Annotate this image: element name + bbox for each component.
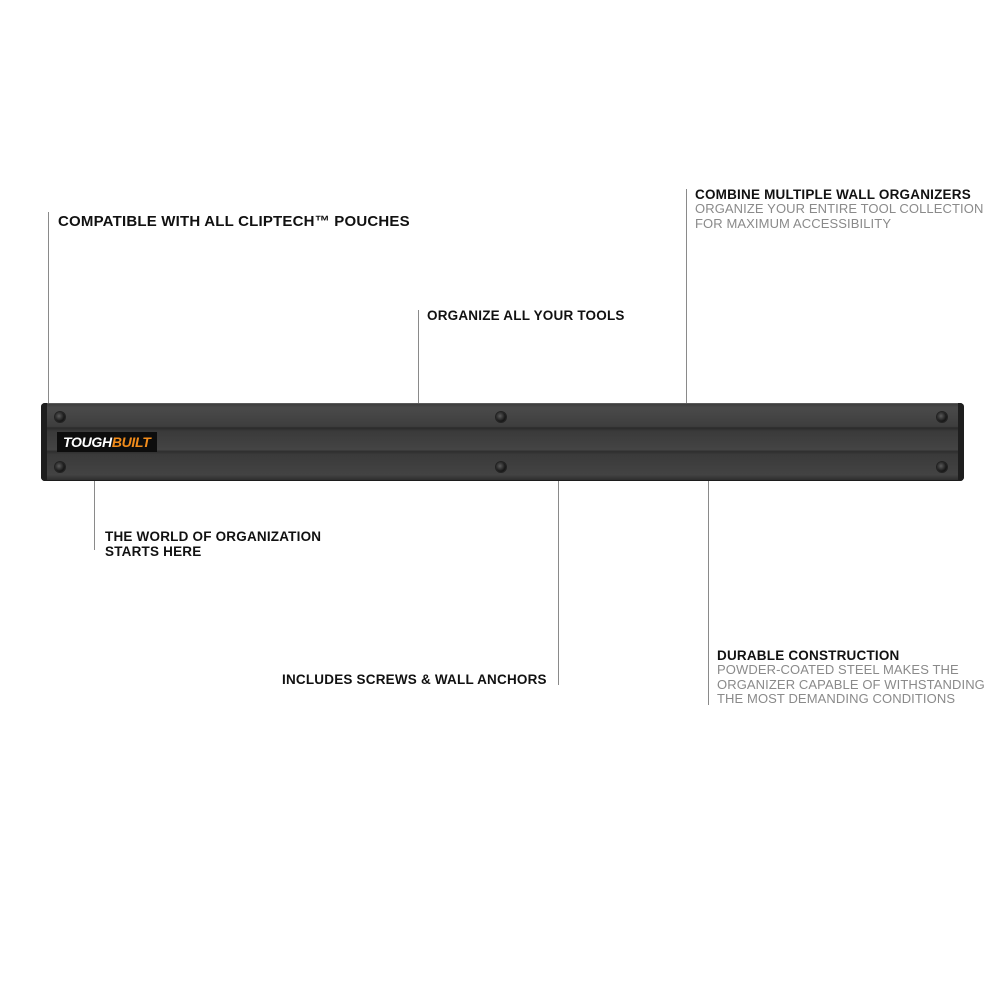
- leader-line-screws: [558, 481, 559, 685]
- callout-screws-title: INCLUDES SCREWS & WALL ANCHORS: [282, 672, 547, 687]
- callout-combine-desc-line-1: ORGANIZE YOUR ENTIRE TOOL COLLECTION: [695, 201, 984, 216]
- callout-world: [105, 529, 321, 559]
- callout-screws: [282, 672, 547, 687]
- callout-organize-tools-title: ORGANIZE ALL YOUR TOOLS: [427, 308, 625, 323]
- callout-durable-desc-line-1: POWDER-COATED STEEL MAKES THE: [717, 662, 959, 677]
- callout-compatible-title: COMPATIBLE WITH ALL CLIPTECH™ POUCHES: [58, 213, 410, 230]
- leader-line-compatible: [48, 212, 49, 404]
- screw-icon: [55, 462, 65, 472]
- wall-organizer-rail: [41, 403, 964, 481]
- callout-durable-title: DURABLE CONSTRUCTION: [717, 648, 900, 663]
- callout-combine: [695, 187, 983, 231]
- screw-icon: [496, 412, 506, 422]
- leader-line-world: [94, 481, 95, 550]
- screw-icon: [55, 412, 65, 422]
- callout-combine-desc-line-2: FOR MAXIMUM ACCESSIBILITY: [695, 215, 892, 231]
- toughbuilt-logo: [57, 432, 157, 452]
- callout-combine-title: COMBINE MULTIPLE WALL ORGANIZERS: [695, 187, 971, 202]
- callout-organize-tools: [427, 308, 625, 323]
- screw-icon: [937, 412, 947, 422]
- logo-text-tough: TOUGH: [63, 434, 112, 450]
- callout-compatible: [58, 213, 410, 230]
- leader-line-durable: [708, 481, 709, 705]
- screw-icon: [496, 462, 506, 472]
- rail-end-cap-right: [958, 403, 964, 481]
- leader-line-organize-tools: [418, 310, 419, 406]
- rail-end-cap-left: [41, 403, 47, 481]
- callout-world-title-line-1: THE WORLD OF ORGANIZATION: [105, 529, 322, 544]
- callout-world-title-line-2: STARTS HERE: [105, 544, 202, 559]
- logo-text-built: BUILT: [111, 434, 151, 450]
- callout-durable-desc-line-2: ORGANIZER CAPABLE OF WITHSTANDING: [717, 676, 985, 692]
- screw-icon: [937, 462, 947, 472]
- leader-line-combine: [686, 189, 687, 406]
- callout-durable: [717, 648, 985, 707]
- callout-durable-desc-line-3: THE MOST DEMANDING CONDITIONS: [717, 691, 956, 706]
